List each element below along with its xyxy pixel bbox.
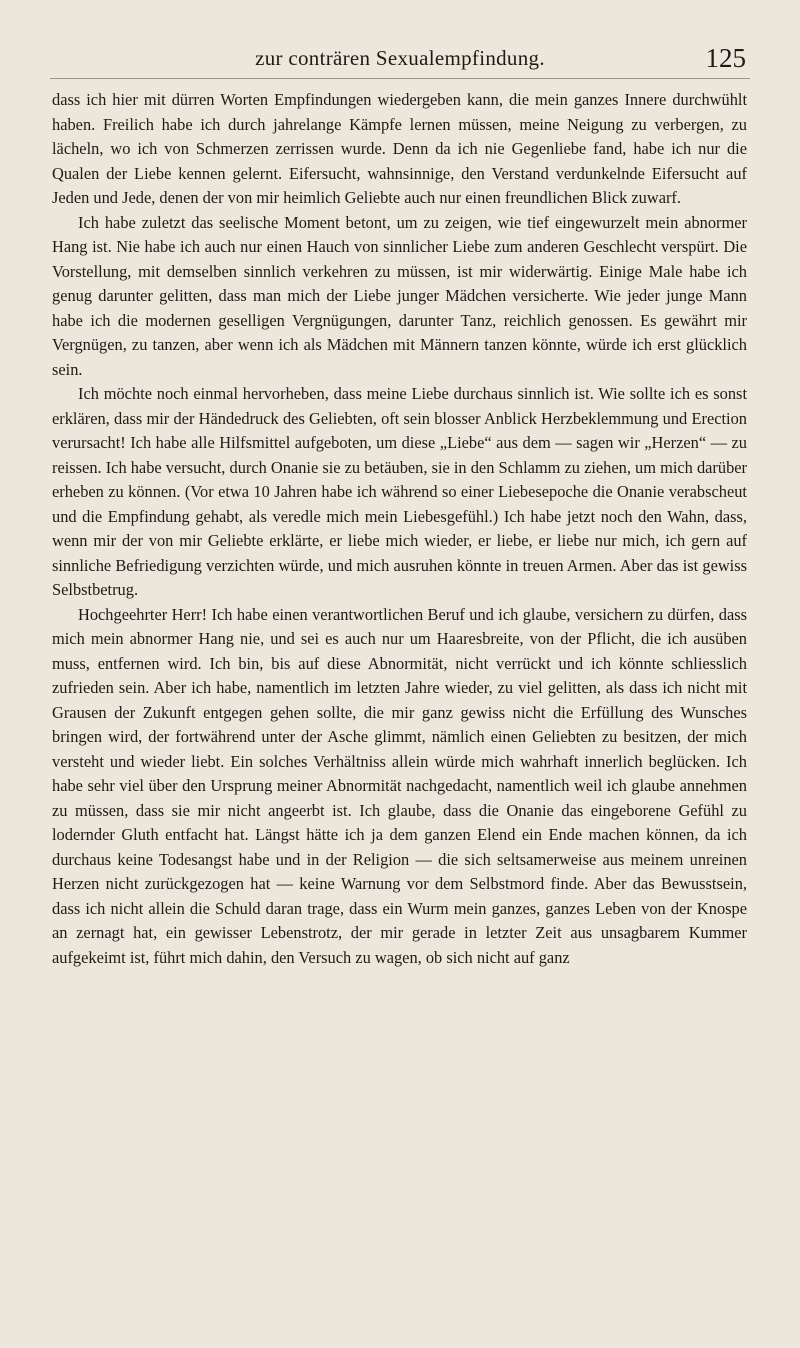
- body-text: [52, 88, 747, 970]
- paragraph: Ich möchte noch einmal hervorheben, dass meine Liebe durchaus sinnlich ist. Wie sollte ich es sonst erklären, dass mir der Händedruck des Geliebten, oft sein blosser Anblick Herzbeklemmung und Erection verursacht! Ich habe alle Hilfsmittel aufgeboten, um diese „Liebe“ aus dem — sagen wir „Herzen“ — zu reissen. Ich habe versucht, durch Onanie sie zu betäuben, sie in den Schlamm zu ziehen, um mich darüber erheben zu können. (Vor etwa 10 Jahren habe ich während so einer Liebesepoche die Onanie verabscheut und die Empfindung gehabt, als veredle mich mein Liebesgefühl.) Ich habe jetzt noch den Wahn, dass, wenn mir der von mir Geliebte erklärte, er liebe mich wieder, er liebe, er liebe nur mich, ich gern auf sinnliche Befriedigung verzichten würde, und mich ausruhen könnte in treuen Armen. Aber das ist gewiss Selbstbetrug.: [52, 384, 747, 599]
- paragraph: Hochgeehrter Herr! Ich habe einen verantwortlichen Beruf und ich glaube, versichern zu dürfen, dass mich mein abnormer Hang nie, und sei es auch nur um Haaresbreite, von der Pflicht, die ich ausüben muss, entfernen wird. Ich bin, bis auf diese Abnormität, nicht verrückt und ich könnte schliesslich zufrieden sein. Aber ich habe, namentlich im letzten Jahre wieder, zu viel gelitten, als dass ich nicht mit Grausen der Zukunft entgegen gehen sollte, die mir ganz gewiss nicht die Erfüllung des Wunsches bringen wird, der fortwährend unter der Asche glimmt, nämlich einen Geliebten zu besitzen, der mich versteht und wieder liebt. Ein solches Verhältniss allein würde mich wahrhaft innerlich beglücken. Ich habe sehr viel über den Ursprung meiner Abnormität nachgedacht, namentlich weil ich glaube annehmen zu müssen, dass sie mir nicht angeerbt ist. Ich glaube, dass die Onanie das eingeborene Gefühl zu lodernder Gluth entfacht hat. Längst hätte ich ja dem ganzen Elend ein Ende machen können, da ich durchaus keine Todesangst habe und in der Religion — die sich seltsamerweise aus meinem unreinen Herzen nicht zurückgezogen hat — keine Warnung vor dem Selbstmord finde. Aber das Bewusstsein, dass ich nicht allein die Schuld daran trage, dass ein Wurm mein ganzes, ganzes Leben von der Knospe an zernagt hat, ein gewisser Lebenstrotz, der mir gerade in letzter Zeit aus unsagbarem Kummer aufgekeimt ist, führt mich dahin, den Versuch zu wagen, ob sich nicht auf ganz: [52, 604, 747, 967]
- paragraph: dass ich hier mit dürren Worten Empfindungen wiedergeben kann, die mein ganzes Innere durchwühlt haben. Freilich habe ich durch jahrelange Kämpfe lernen müssen, meine Neigung zu verbergen, zu lächeln, wo ich von Schmerzen zerrissen wurde. Denn da ich nie Gegenliebe fand, habe ich nur die Qualen der Liebe kennen gelernt. Eifersucht, wahnsinnige, den Verstand verdunkelnde Eifersucht auf Jeden und Jede, denen der von mir heimlich Geliebte auch nur einen freundlichen Blick zuwarf.: [52, 90, 747, 207]
- page-number: 125: [705, 43, 746, 73]
- header-rule: [50, 78, 750, 79]
- running-head: [50, 43, 750, 76]
- running-title: zur conträren Sexualempfindung.: [255, 46, 545, 70]
- paragraph: Ich habe zuletzt das seelische Moment betont, um zu zeigen, wie tief eingewurzelt mein abnormer Hang ist. Nie habe ich auch nur einen Hauch von sinnlicher Liebe zum anderen Geschlecht verspürt. Die Vorstellung, mit demselben sinnlich verkehren zu müssen, ist mir widerwärtig. Einige Male habe ich genug darunter gelitten, dass man mich der Liebe junger Mädchen versicherte. Wie jeder junge Mann habe ich die modernen geselligen Vergnügungen, darunter Tanz, reichlich genossen. Es gewährt mir Vergnügen, zu tanzen, aber wenn ich als Mädchen mit Männern tanzen könnte, würde ich erst glücklich sein.: [52, 212, 747, 379]
